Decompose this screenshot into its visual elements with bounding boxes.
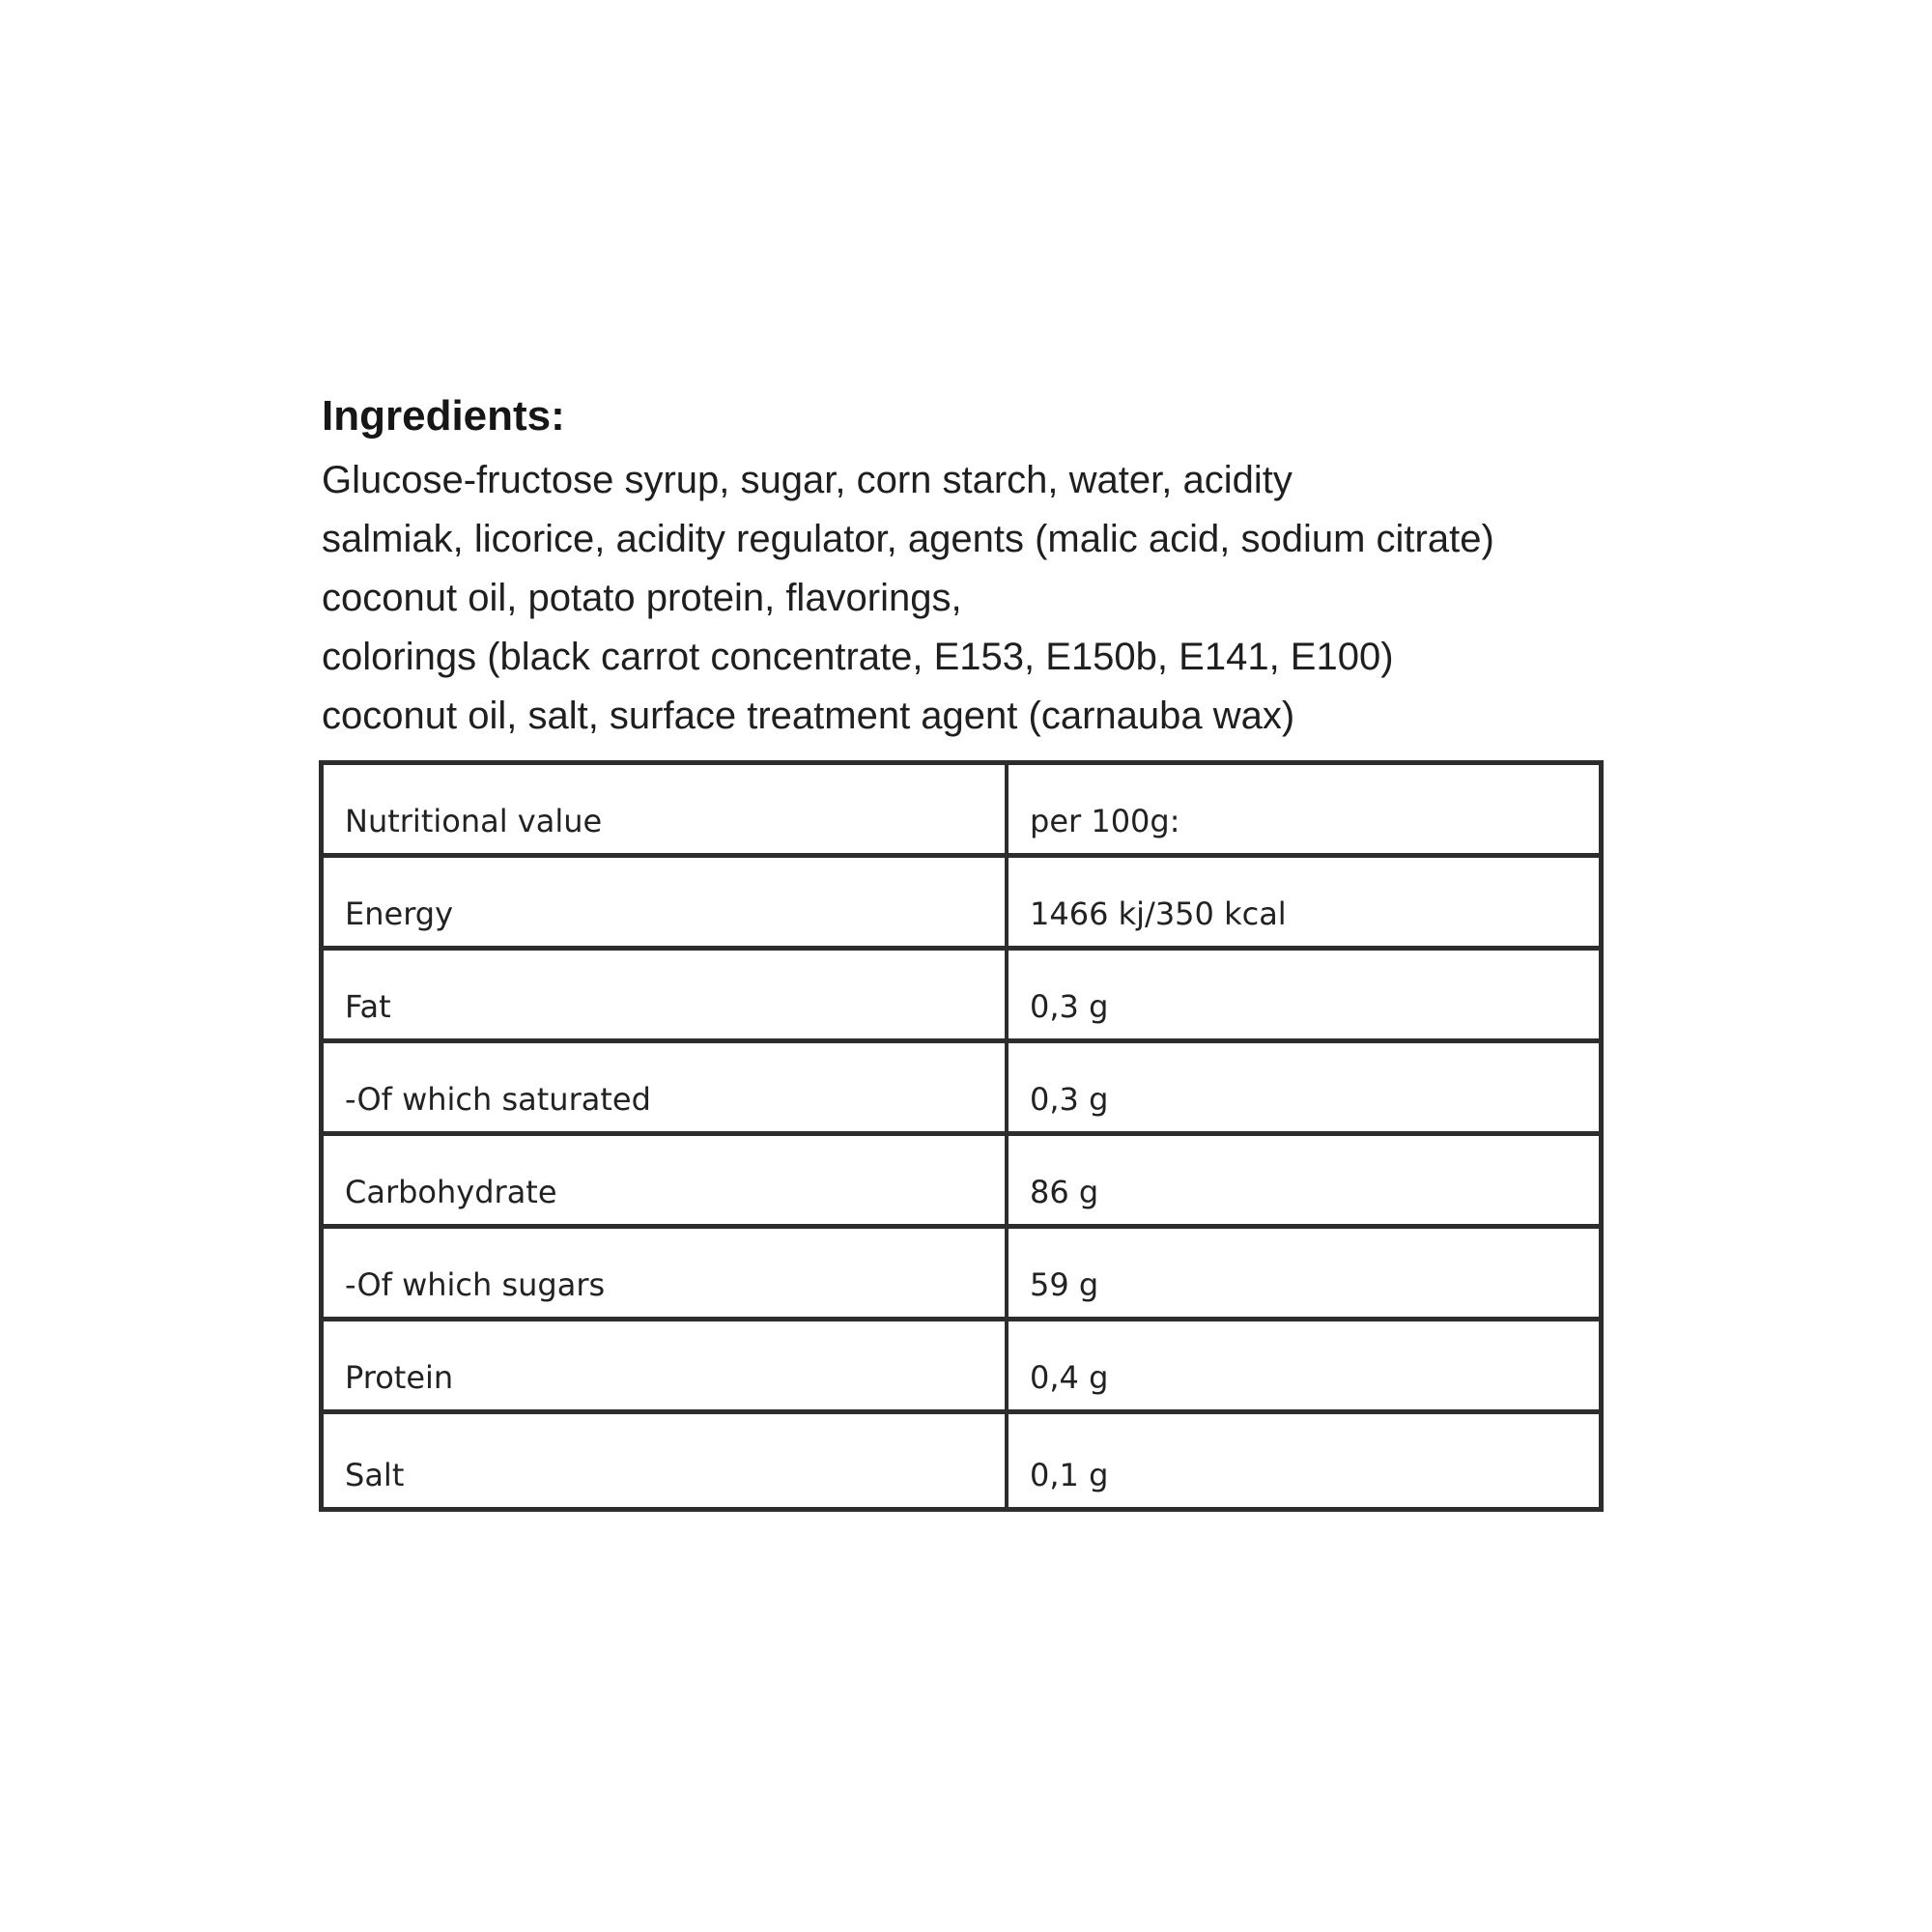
table-row-sugars — [324, 1229, 1599, 1321]
table-row-saturated — [324, 1043, 1599, 1136]
nutrition-label-cell: -Of which sugars — [324, 1229, 1009, 1317]
nutrition-label-cell: Carbohydrate — [324, 1136, 1009, 1224]
nutrition-value-cell: 0,3 g — [1030, 988, 1109, 1025]
nutrition-label-cell: Fat — [324, 951, 1009, 1038]
nutrition-label-cell: -Of which saturated — [324, 1043, 1009, 1131]
nutrition-table — [319, 760, 1604, 1512]
nutrition-value-cell: 0,1 g — [1030, 1457, 1109, 1493]
table-row-protein — [324, 1321, 1599, 1414]
nutrition-header-label: Nutritional value — [324, 765, 1009, 853]
table-row-carbohydrate — [324, 1136, 1599, 1229]
nutrition-label-cell: Salt — [324, 1414, 1009, 1507]
nutrition-value-cell: 0,4 g — [1030, 1359, 1109, 1396]
ingredients-section — [322, 389, 1674, 746]
nutrition-value-cell: 0,3 g — [1030, 1081, 1109, 1118]
ingredient-line-3: coconut oil, potato protein, flavorings, — [322, 577, 962, 619]
nutrition-label-cell: Protein — [324, 1321, 1009, 1409]
ingredient-line-1: Glucose-fructose syrup, sugar, corn starch, water, acidity — [322, 459, 1293, 501]
table-row-salt — [324, 1414, 1599, 1507]
nutrition-table-header-row — [324, 765, 1599, 858]
ingredients-heading: Ingredients: — [322, 392, 565, 440]
table-row-energy — [324, 858, 1599, 951]
ingredient-line-2: salmiak, licorice, acidity regulator, agents (malic acid, sodium citrate) — [322, 518, 1494, 560]
ingredient-line-5: coconut oil, salt, surface treatment agent (carnauba wax) — [322, 695, 1295, 737]
ingredient-line-4: colorings (black carrot concentrate, E153, E150b, E141, E100) — [322, 636, 1394, 678]
nutrition-value-cell: 86 g — [1030, 1174, 1099, 1210]
nutrition-value-cell: 59 g — [1030, 1266, 1099, 1303]
nutrition-value-cell: 1466 kj/350 kcal — [1030, 895, 1287, 932]
nutrition-label-cell: Energy — [324, 858, 1009, 946]
table-row-fat — [324, 951, 1599, 1043]
nutrition-header-value: per 100g: — [1030, 803, 1180, 839]
